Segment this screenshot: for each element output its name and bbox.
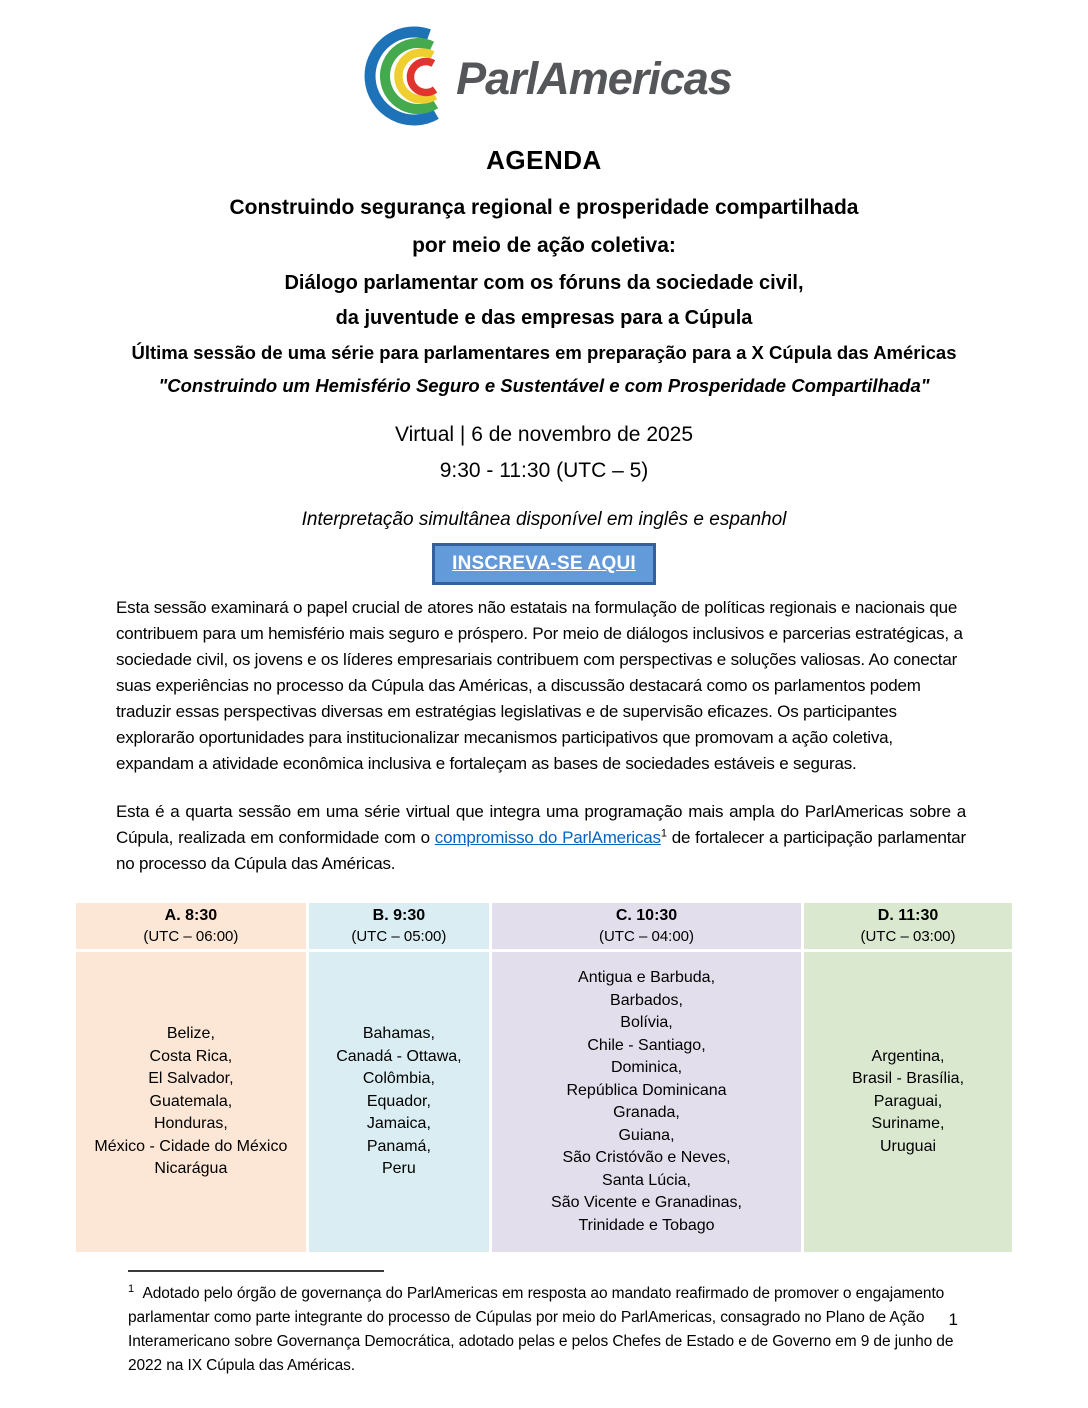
schedule-cell-d	[804, 952, 1012, 1252]
headline-line-1: Construindo segurança regional e prosperidade compartilhada	[229, 196, 859, 219]
country-line: São Vicente e Granadinas,	[551, 1194, 742, 1211]
schedule-header-utc: (UTC – 05:00)	[351, 928, 447, 945]
schedule-header-utc: (UTC – 06:00)	[143, 928, 239, 945]
schedule-header-label: D. 11:30	[877, 907, 939, 924]
p2-text-before: Esta é a quarta sessão em uma série virtual que integra uma programação mais ampla do ParlAmericas sobre a Cúpula, realizada em conformidade com o	[116, 802, 966, 847]
session-description-paragraph: Esta sessão examinará o papel crucial de atores não estatais na formulação de políticas regionais e nacionais que contribuem para um hemisfério mais seguro e próspero. Por meio de diálogos inclusivos e parcerias estratégicas, a sociedade civil, os jovens e os líderes empresariais contribuem com perspectivas e soluções valiosas. Ao conectar suas experiências no processo da Cúpula das Américas, a discussão destacará como os parlamentos podem traduzir essas perspectivas diversas em estratégias legislativas e de supervisão eficazes. Os participantes explorarão oportunidades para institucionalizar mecanismos participativos que promovam a ação coletiva, expandam a atividade econômica inclusiva e fortaleçam as bases de sociedades estáveis e seguras.	[116, 598, 963, 773]
event-time: 9:30 - 11:30 (UTC – 5)	[439, 459, 649, 482]
headline-line-4: da juventude e das empresas para a Cúpula	[335, 307, 753, 329]
footnote-marker: 1	[128, 1282, 135, 1295]
footnote-reference[interactable]: 1	[660, 827, 667, 840]
schedule-cell-a	[76, 952, 306, 1252]
event-date: Virtual | 6 de novembro de 2025	[394, 423, 694, 446]
schedule-header-b	[309, 903, 489, 949]
country-line: Equador,	[366, 1092, 431, 1110]
parlamericas-commitment-link[interactable]: compromisso do ParlAmericas	[434, 828, 661, 847]
headline-line-6: "Construindo um Hemisfério Seguro e Sustentável e com Prosperidade Compartilhada"	[158, 375, 930, 396]
country-line: Antigua e Barbuda,	[578, 969, 716, 986]
country-line: Bolívia,	[620, 1014, 673, 1031]
parlamericas-arcs-icon	[356, 26, 466, 131]
interpretation-note: Interpretação simultânea disponível em inglês e espanhol	[301, 509, 787, 530]
headline-line-3: Diálogo parlamentar com os fóruns da sociedade civil,	[284, 272, 804, 294]
country-line: Chile - Santiago,	[587, 1036, 706, 1054]
country-line: Guatemala,	[149, 1092, 233, 1110]
schedule-header-c	[492, 903, 801, 949]
country-line: Uruguai	[879, 1137, 937, 1155]
country-line: República Dominicana	[566, 1081, 727, 1099]
logo-wordmark: ParlAmericas	[456, 52, 732, 104]
schedule-header-utc: (UTC – 04:00)	[598, 928, 695, 945]
country-line: Brasil - Brasília,	[851, 1070, 965, 1088]
country-line: Belize,	[166, 1025, 215, 1043]
country-line: Honduras,	[153, 1115, 228, 1133]
series-context-paragraph	[116, 799, 966, 877]
parlamericas-logo	[0, 0, 1088, 131]
country-line: Jamaica,	[366, 1115, 431, 1133]
country-line: São Cristóvão e Neves,	[562, 1149, 731, 1166]
schedule-table	[76, 903, 1012, 1252]
country-line: Trinidade e Tobago	[578, 1216, 715, 1234]
country-line: Granada,	[613, 1104, 680, 1121]
schedule-header-label: C. 10:30	[615, 907, 678, 924]
country-line: Colômbia,	[362, 1070, 435, 1088]
country-line: Costa Rica,	[149, 1047, 233, 1065]
footnote-separator	[128, 1270, 384, 1272]
country-line: Peru	[381, 1160, 416, 1178]
country-line: Barbados,	[610, 991, 683, 1009]
country-line: Santa Lúcia,	[602, 1171, 691, 1189]
schedule-header-label: B. 9:30	[372, 907, 426, 924]
headline-line-2: por meio de ação coletiva:	[412, 234, 676, 257]
country-line: Argentina,	[871, 1047, 945, 1065]
country-line: Nicarágua	[154, 1160, 228, 1178]
schedule-header-utc: (UTC – 03:00)	[860, 928, 956, 945]
schedule-header-label: A. 8:30	[164, 907, 218, 924]
country-line: El Salvador,	[148, 1070, 234, 1088]
register-button[interactable]	[432, 543, 656, 585]
event-datetime	[0, 423, 1088, 483]
footnote-body: Adotado pelo órgão de governança do ParlAmericas em resposta ao mandato reafirmado de promover o engajamento parlamentar como parte integrante do processo de Cúpulas por meio do ParlAmericas, consagrado no Plano de Ação Interamericano sobre Governança Democrática, adotado pelas e pelos Chefes de Estado e de Governo em 9 de junho de 2022 na IX Cúpula das Américas.	[128, 1285, 954, 1374]
country-line: México - Cidade do México	[94, 1137, 288, 1155]
page-number: 1	[948, 1310, 958, 1329]
headline-block	[0, 196, 1088, 397]
schedule-header-d	[804, 903, 1012, 949]
country-line: Panamá,	[366, 1137, 431, 1155]
country-line: Paraguai,	[873, 1092, 943, 1110]
schedule-cell-b	[309, 952, 489, 1252]
country-line: Bahamas,	[362, 1025, 435, 1043]
schedule-cell-c	[492, 952, 801, 1252]
headline-line-5: Última sessão de uma série para parlamentares em preparação para a X Cúpula das Américas	[131, 342, 957, 363]
p2-text-after: de fortalecer a participação parlamentar no processo da Cúpula das Américas.	[116, 828, 966, 873]
page-title: AGENDA	[486, 145, 602, 175]
country-line: Canadá - Ottawa,	[336, 1047, 462, 1065]
country-line: Suriname,	[871, 1115, 945, 1133]
footnote-text	[128, 1282, 976, 1378]
schedule-header-a	[76, 903, 306, 949]
country-line: Dominica,	[610, 1059, 683, 1076]
country-line: Guiana,	[618, 1126, 675, 1144]
register-button-label: INSCREVA-SE AQUI	[452, 553, 636, 574]
